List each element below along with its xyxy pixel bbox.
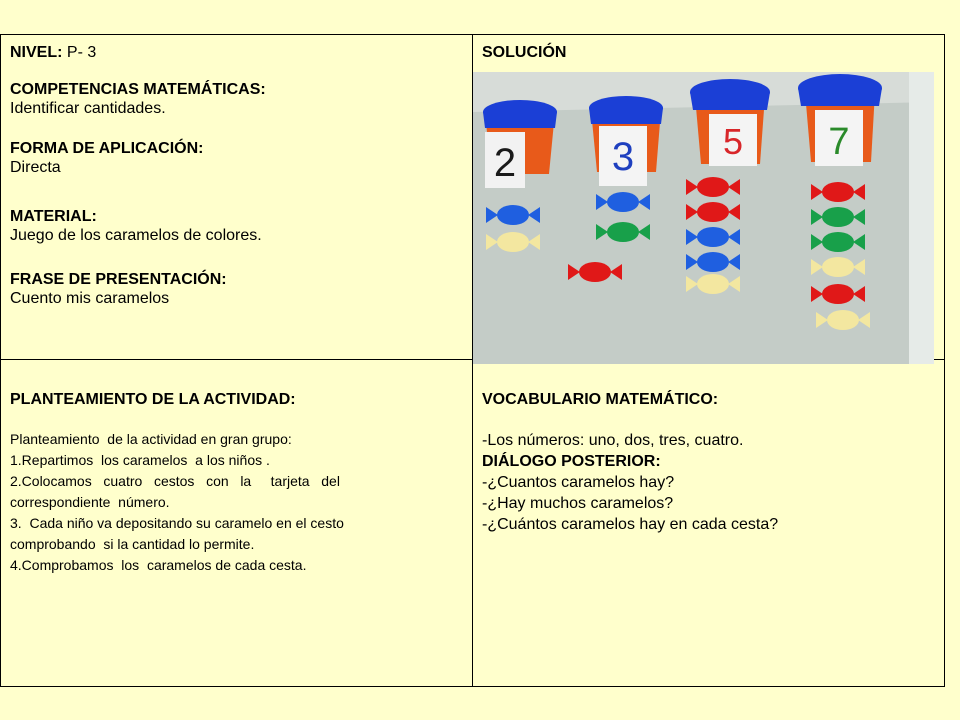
nivel-label: NIVEL: — [10, 44, 63, 61]
dialogo-line: -¿Cuantos caramelos hay? — [482, 474, 675, 491]
forma-label: FORMA DE APLICACIÓN: — [10, 140, 204, 157]
material-block — [10, 207, 262, 245]
material-label: MATERIAL: — [10, 208, 97, 225]
frase-label: FRASE DE PRESENTACIÓN: — [10, 271, 227, 288]
planteamiento-line: Planteamiento de la actividad en gran grupo: — [10, 431, 292, 447]
candy-cups-photo — [473, 72, 934, 364]
forma-block — [10, 139, 203, 177]
planteamiento-line: 2.Colocamos cuatro cestos con la tarjeta del — [10, 473, 340, 489]
nivel-line — [10, 44, 96, 62]
dialogo-label: DIÁLOGO POSTERIOR: — [482, 453, 661, 470]
planteamiento-line: 3. Cada niño va depositando su caramelo en el cesto — [10, 515, 344, 531]
vocabulario-label: VOCABULARIO MATEMÁTICO: — [482, 391, 719, 408]
forma-value: Directa — [10, 159, 61, 176]
nivel-value: P- 3 — [62, 44, 97, 61]
frase-value: Cuento mis caramelos — [10, 290, 170, 307]
frase-block — [10, 270, 227, 308]
dialogo-line: -¿Hay muchos caramelos? — [482, 495, 674, 512]
solucion-label: SOLUCIÓN — [482, 44, 567, 61]
planteamiento-label: PLANTEAMIENTO DE LA ACTIVIDAD: — [10, 391, 296, 408]
vocabulario-value: -Los números: uno, dos, tres, cuatro. — [482, 432, 744, 449]
card-number-7: 7 — [828, 121, 850, 163]
dialogo-line: -¿Cuántos caramelos hay en cada cesta? — [482, 516, 779, 533]
competencias-block — [10, 80, 266, 118]
vocabulario-dialogo-block — [482, 430, 778, 535]
competencias-label: COMPETENCIAS MATEMÁTICAS: — [10, 81, 266, 98]
planteamiento-line: comprobando si la cantidad lo permite. — [10, 536, 255, 552]
planteamiento-line: correspondiente número. — [10, 494, 170, 510]
planteamiento-line: 4.Comprobamos los caramelos de cada cesta. — [10, 557, 307, 573]
card-number-5: 5 — [722, 121, 744, 162]
card-number-3: 3 — [611, 135, 635, 179]
material-value: Juego de los caramelos de colores. — [10, 227, 262, 244]
planteamiento-line: 1.Repartimos los caramelos a los niños . — [10, 452, 270, 468]
planteamiento-text — [10, 429, 462, 576]
competencias-value: Identificar cantidades. — [10, 100, 166, 117]
card-number-2: 2 — [493, 141, 517, 185]
